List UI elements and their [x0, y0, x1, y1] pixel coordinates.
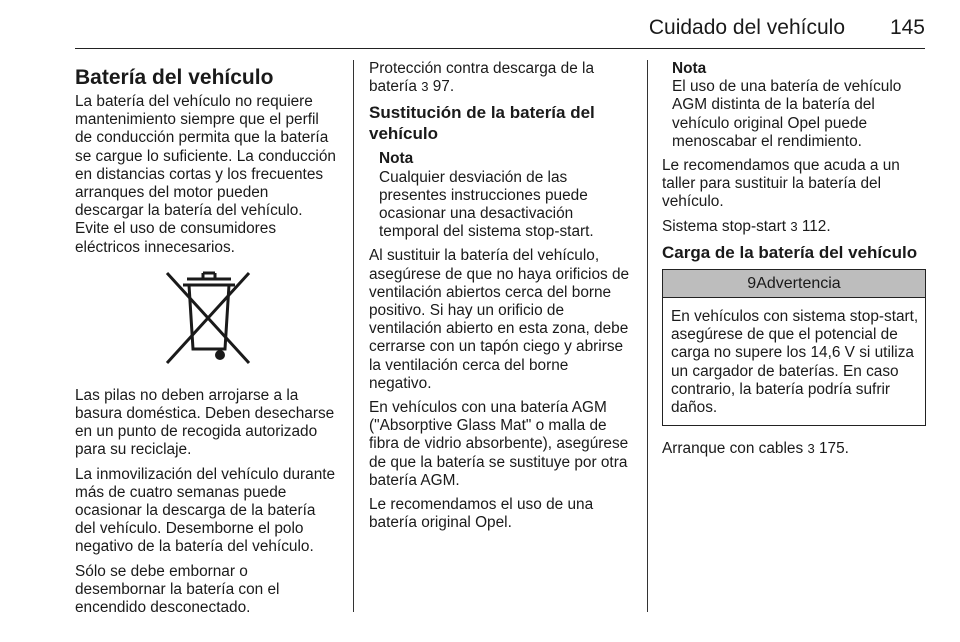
- column-3: [662, 60, 926, 464]
- page-header: [75, 14, 925, 49]
- page-number: 145: [889, 16, 925, 39]
- paragraph: Al sustituir la batería del vehículo, asegúrese de que no haya orificios de ventilación abiertos cerca del borne positivo. Si hay un orificio de ventilación abierto en esta zona, debe cerrarse con un tapón ciego y abrirse la ventilación cerca del borne negativo.: [369, 247, 630, 392]
- ref-text: Sistema stop-start: [662, 217, 787, 235]
- warning-title: Advertencia: [756, 274, 841, 292]
- paragraph: [662, 440, 926, 458]
- ref-text: Protección contra descarga de la batería: [369, 60, 595, 96]
- note-text: Cualquier desviación de las presentes instrucciones puede ocasionar una desactivación temporal del sistema stop-start.: [379, 168, 594, 241]
- paragraph: Las pilas no deben arrojarse a la basura doméstica. Deben desecharse en un punto de recogida autorizado para su reciclaje.: [75, 386, 335, 459]
- warning-header: [663, 270, 925, 298]
- column-divider: [647, 60, 648, 612]
- note-text: El uso de una batería de vehículo AGM distinta de la batería del vehículo original Opel puede menoscabar el rendimiento.: [672, 78, 902, 150]
- paragraph: En vehículos con una batería AGM ("Absorptive Glass Mat" o malla de fibra de vidrio absorbente), asegúrese de que la batería se sustituye por otra batería AGM.: [369, 399, 629, 489]
- paragraph: La inmovilización del vehículo durante más de cuatro semanas puede ocasionar la descarga de la batería del vehículo. Desemborne el polo negativo de la batería del vehículo.: [75, 465, 336, 556]
- note: [662, 60, 926, 151]
- page-ref-arrow-icon: 3: [421, 79, 429, 95]
- column-2: [369, 60, 631, 538]
- paragraph: Le recomendamos el uso de una batería original Opel.: [369, 496, 594, 532]
- note: [369, 150, 631, 241]
- paragraph: La batería del vehículo no requiere mantenimiento siempre que el perfil de conducción permita que la batería se cargue lo suficiente. La conducción en distancias cortas y los frecuentes arranques del motor pueden descargar la batería del vehículo. Evite el uso de consumidores eléctricos innecesarios.: [75, 93, 336, 256]
- section-title: Cuidado del vehículo: [648, 16, 845, 39]
- page-ref-arrow-icon: 3: [790, 218, 798, 234]
- crossed-out-wheelie-bin-icon: [163, 269, 253, 373]
- paragraph: Sólo se debe embornar o desembornar la batería con el encendido desconectado.: [75, 562, 280, 617]
- warning-box: [662, 269, 926, 426]
- warning-icon: 9: [747, 274, 757, 292]
- column-divider: [353, 60, 354, 612]
- heading-carga: Carga de la batería del vehículo: [662, 242, 918, 262]
- page-ref-arrow-icon: 3: [807, 441, 815, 457]
- heading-bateria: Batería del vehículo: [75, 66, 274, 89]
- note-title: Nota: [379, 150, 414, 168]
- paragraph: Le recomendamos que acuda a un taller para sustituir la batería del vehículo.: [662, 157, 900, 211]
- warning-text: En vehículos con sistema stop-start, asegúrese de que el potencial de carga no supere los 14,6 V si utiliza un cargador de baterías. En caso contrario, la batería podría sufrir daños.: [671, 308, 919, 417]
- paragraph: [662, 218, 926, 236]
- paragraph: [369, 60, 631, 96]
- note-title: Nota: [672, 60, 707, 77]
- page-ref[interactable]: 112.: [801, 217, 831, 235]
- page-ref[interactable]: 97.: [432, 78, 455, 96]
- heading-sustitucion: Sustitución de la batería del vehículo: [369, 103, 595, 144]
- ref-text: Arranque con cables: [662, 440, 804, 458]
- page-ref[interactable]: 175.: [818, 440, 849, 458]
- column-1: [75, 60, 340, 623]
